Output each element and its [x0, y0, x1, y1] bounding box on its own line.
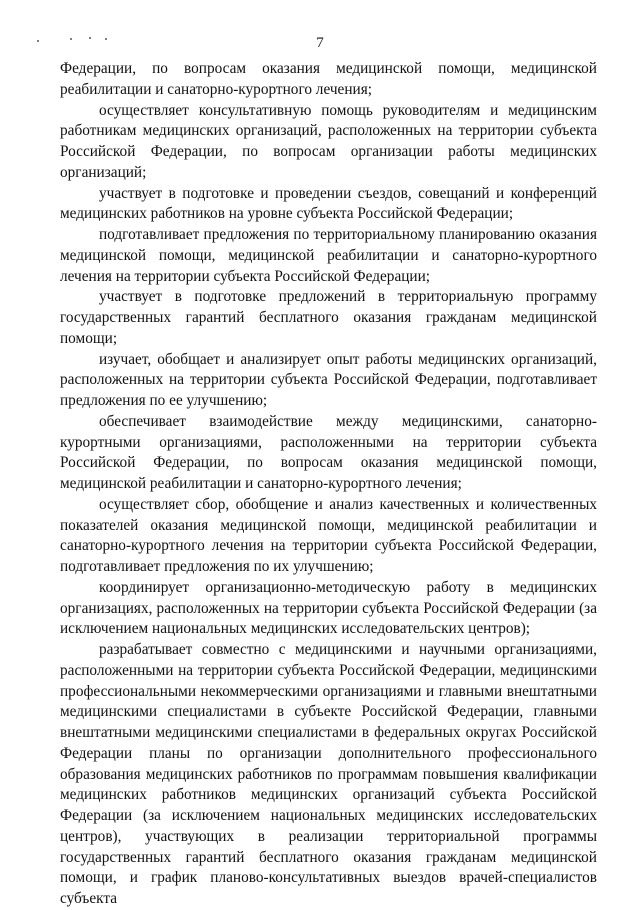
paragraph: обеспечивает взаимодействие между медицинскими, санаторно-курортными организациями, расположенными на территории субъекта Российской Федерации, по вопросам оказания медицинской помощи, медицинской реабилитации и санаторно-курортного лечения; [60, 412, 597, 492]
page-number: 7 [316, 35, 324, 51]
paragraph: разрабатывает совместно с медицинскими и научными организациями, расположенными на территории субъекта Российской Федерации, медицинскими профессиональными некоммерческими организациями и главными внештатными медицинскими специалистами в субъекте Российской Федерации, главными внештатными медицинскими специалистами в федеральных округах Российской Федерации планы по организации дополнительного профессионального образования медицинских работников по программам повышения квалификации медицинских работников медицинских организаций субъекта Российской Федерации (за исключением национальных медицинских исследовательских центров), участвующих в реализации территориальной программы государственных гарантий бесплатного оказания гражданам медицинской помощи, и график планово-консультативных выездов врачей-специалистов субъекта [60, 641, 597, 907]
document-body [60, 59, 597, 910]
paragraph: осуществляет консультативную помощь руководителям и медицинским работникам медицинских организаций, расположенных на территории субъекта Российской Федерации, по вопросам организации работы медицинских организаций; [60, 101, 597, 181]
paragraph: координирует организационно-методическую работу в медицинских организациях, расположенных на территории субъекта Российской Федерации (за исключением национальных медицинских исследовательских центров); [60, 578, 597, 638]
paragraph: участвует в подготовке и проведении съездов, совещаний и конференций медицинских работников на уровне субъекта Российской Федерации; [60, 184, 597, 223]
paragraph: изучает, обобщает и анализирует опыт работы медицинских организаций, расположенных на территории субъекта Российской Федерации, подготавливает предложения по ее улучшению; [60, 350, 597, 409]
paragraph: участвует в подготовке предложений в территориальную программу государственных гарантий бесплатного оказания гражданам медицинской помощи; [60, 288, 597, 347]
paragraph: подготавливает предложения по территориальному планированию оказания медицинской помощи, медицинской реабилитации и санаторно-курортного лечения на территории субъекта Российской Федерации; [60, 226, 597, 285]
paragraph: Федерации, по вопросам оказания медицинской помощи, медицинской реабилитации и санаторно-курортного лечения; [60, 60, 597, 98]
paragraph: осуществляет сбор, обобщение и анализ качественных и количественных показателей оказания медицинской помощи, медицинской реабилитации и санаторно-курортного лечения на территории субъекта Российской Федерации, подготавливает предложения по их улучшению; [60, 495, 597, 575]
